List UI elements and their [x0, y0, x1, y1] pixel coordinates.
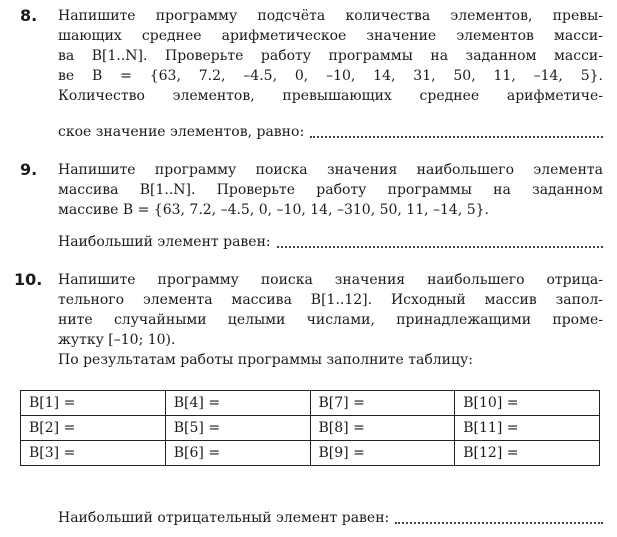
- table-cell[interactable]: B[1] =: [21, 391, 166, 416]
- table-cell[interactable]: B[12] =: [455, 441, 600, 466]
- task-number: 10.: [14, 270, 43, 289]
- task-line: Количество элементов, превышающих среднее арифметиче-: [58, 88, 603, 104]
- table-row: [21, 391, 600, 416]
- task-number: 8.: [20, 6, 38, 25]
- answer-line: [58, 232, 603, 252]
- task-line: ве B = {63, 7.2, –4.5, 0, –10, 14, 31, 50, 11, –14, 5}.: [58, 68, 603, 84]
- answer-line: [58, 508, 603, 528]
- table-cell[interactable]: B[2] =: [21, 416, 166, 441]
- table-cell[interactable]: B[6] =: [165, 441, 310, 466]
- table-cell[interactable]: B[8] =: [310, 416, 455, 441]
- task-line: массиве B = {63, 7.2, –4.5, 0, –10, 14, –310, 50, 11, –14, 5}.: [58, 202, 490, 218]
- task-number: 9.: [20, 160, 38, 179]
- answer-field[interactable]: [277, 245, 603, 248]
- table-cell[interactable]: B[5] =: [165, 416, 310, 441]
- table-cell[interactable]: B[4] =: [165, 391, 310, 416]
- task-line: массива B[1..N]. Проверьте работу программы на заданном: [58, 182, 603, 198]
- task-line: Напишите программу подсчёта количества элементов, превы-: [58, 8, 603, 24]
- table-cell[interactable]: B[9] =: [310, 441, 455, 466]
- task-line: Напишите программу поиска значения наибольшего элемента: [58, 162, 603, 178]
- task-line: тельного элемента массива B[1..12]. Исходный массив запол-: [58, 292, 603, 308]
- values-table: [20, 390, 600, 466]
- table-row: [21, 416, 600, 441]
- answer-field[interactable]: [395, 521, 603, 524]
- table-row: [21, 441, 600, 466]
- task-text: [58, 270, 603, 370]
- table-cell[interactable]: B[11] =: [455, 416, 600, 441]
- answer-line: [58, 122, 603, 142]
- table-cell[interactable]: B[3] =: [21, 441, 166, 466]
- answer-label: Наибольший отрицательный элемент равен:: [58, 510, 390, 526]
- answer-field[interactable]: [310, 135, 603, 138]
- task-line: жутку [–10; 10).: [58, 332, 176, 348]
- table-cell[interactable]: B[10] =: [455, 391, 600, 416]
- answer-label: ское значение элементов, равно:: [58, 124, 305, 140]
- table-cell[interactable]: B[7] =: [310, 391, 455, 416]
- answer-label: Наибольший элемент равен:: [58, 234, 271, 250]
- task-line: ните случайными целыми числами, принадлежащими проме-: [58, 312, 603, 328]
- task-line: Напишите программу поиска значения наибольшего отрица-: [58, 272, 603, 288]
- task-line: ва B[1..N]. Проверьте работу программы на заданном масси-: [58, 48, 603, 64]
- table-intro: По результатам работы программы заполните таблицу:: [58, 352, 473, 368]
- task-line: шающих среднее арифметическое значение элементов масси-: [58, 28, 603, 44]
- task-text: [58, 160, 603, 220]
- task-text: [58, 6, 603, 106]
